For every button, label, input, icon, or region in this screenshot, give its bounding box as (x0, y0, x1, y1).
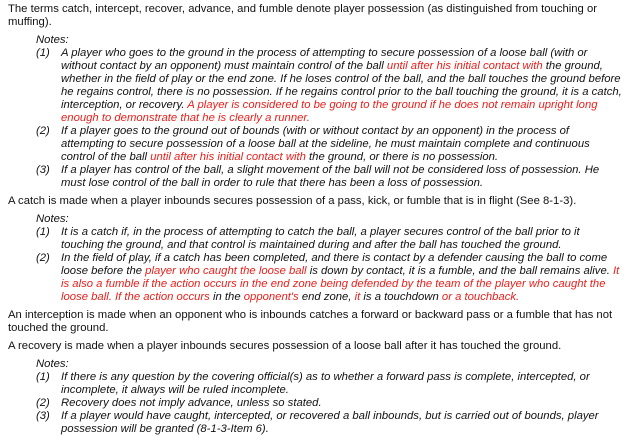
note-text (61, 47, 628, 125)
recovery-notes (8, 358, 628, 436)
recovery-paragraph: A recovery is made when a player inbounds secures possession of a loose ball after it has touched the ground. (8, 340, 562, 352)
note-item (36, 252, 628, 304)
note-text: It is a catch if, in the process of attempting to catch the ball, a player secures control of the ball prior to it touching the ground, and that control is maintained during and after the ball has touched the ground. (61, 226, 580, 251)
notes-heading: Notes: (36, 34, 69, 46)
note-text-segment: A player who goes to the ground in the process of attempting to secure possession of a loose ball (with or without contact by an opponent) must maintain control of the ball (61, 47, 588, 72)
notes-heading: Notes: (36, 213, 69, 225)
note-text: If a player would have caught, intercepted, or recovered a ball inbounds, but is carried out of bounds, player possession will be granted (8-1-3-Item 6). (61, 410, 599, 435)
note-text: If there is any question by the covering official(s) as to whether a forward pass is complete, intercepted, or incomplete, it always will be ruled incomplete. (61, 371, 590, 396)
amended-text: opponent's (243, 291, 299, 303)
note-text-segment: in the (212, 291, 241, 303)
amended-text: until after his initial contact with (386, 60, 543, 72)
note-text: If a player has control of the ball, a slight movement of the ball will not be considered loss of possession. He must lose control of the ball in order to rule that there has been a loss of possession. (61, 164, 600, 189)
note-item (36, 371, 628, 397)
note-item (36, 410, 628, 436)
note-number: (2) (36, 252, 50, 264)
amended-text: it (354, 291, 361, 303)
notes-heading: Notes: (36, 358, 69, 370)
amended-text: until after his initial contact with (150, 151, 306, 163)
interception-paragraph: An interception is made when an opponent who is inbounds catches a forward or backward pass or a fumble that has not touched the ground. (8, 309, 613, 334)
amended-text: or a touchback. (441, 291, 520, 303)
note-text-segment: is a touchdown (363, 291, 439, 303)
catch-paragraph: A catch is made when a player inbounds secures possession of a pass, kick, or fumble that is in flight (See 8-1-3). (8, 195, 577, 207)
amended-text: A player is considered to be going to the ground if he does not remain upright long enough to demonstrate that he is clearly a runner. (61, 99, 598, 124)
note-text-segment: end zone, (301, 291, 352, 303)
note-number: (2) (36, 397, 50, 409)
note-text-segment: the ground, whether in the field of play or the end zone. If he loses control of the ball, and the ball touches the ground before he regains control, there is no possession. If he regains control prior to the ball touching the ground, it is a catch, interception, or recovery. (61, 60, 622, 111)
note-text-segment: the ground, or there is no possession. (309, 151, 499, 163)
note-item (36, 226, 628, 252)
note-number: (1) (36, 371, 50, 383)
note-item (36, 397, 628, 410)
note-text (61, 125, 628, 164)
note-item (36, 164, 628, 190)
note-item (36, 47, 628, 125)
note-number: (1) (36, 226, 50, 238)
note-text (61, 252, 628, 304)
note-number: (1) (36, 47, 50, 59)
note-text-segment: If a player goes to the ground out of bounds (with or without contact by an opponent) in the process of attempting to secure possession of a loose ball at the sideline, he must maintain complete and continuous control of the ball (61, 125, 590, 163)
note-number: (3) (36, 164, 50, 176)
amended-text: player who caught the loose ball (145, 265, 307, 277)
note-number: (2) (36, 125, 50, 137)
note-text-segment: In the field of play, if a catch has been completed, and there is contact by a defender causing the ball to come loose before the (61, 252, 608, 277)
note-text-segment: is down by contact, it is a fumble, and the ball remains alive. (309, 265, 610, 277)
catch-notes (8, 213, 628, 304)
note-item (36, 125, 628, 164)
intro-paragraph: The terms catch, intercept, recover, advance, and fumble denote player possession (as distinguished from touching or muffing). (8, 3, 598, 28)
possession-notes (8, 34, 628, 190)
amended-text: It is also a fumble if the action occurs in the end zone being defended by the team of the player who caught the loose ball. If the action occurs (61, 265, 620, 303)
note-text: Recovery does not imply advance, unless so stated. (61, 397, 322, 409)
note-number: (3) (36, 410, 50, 422)
